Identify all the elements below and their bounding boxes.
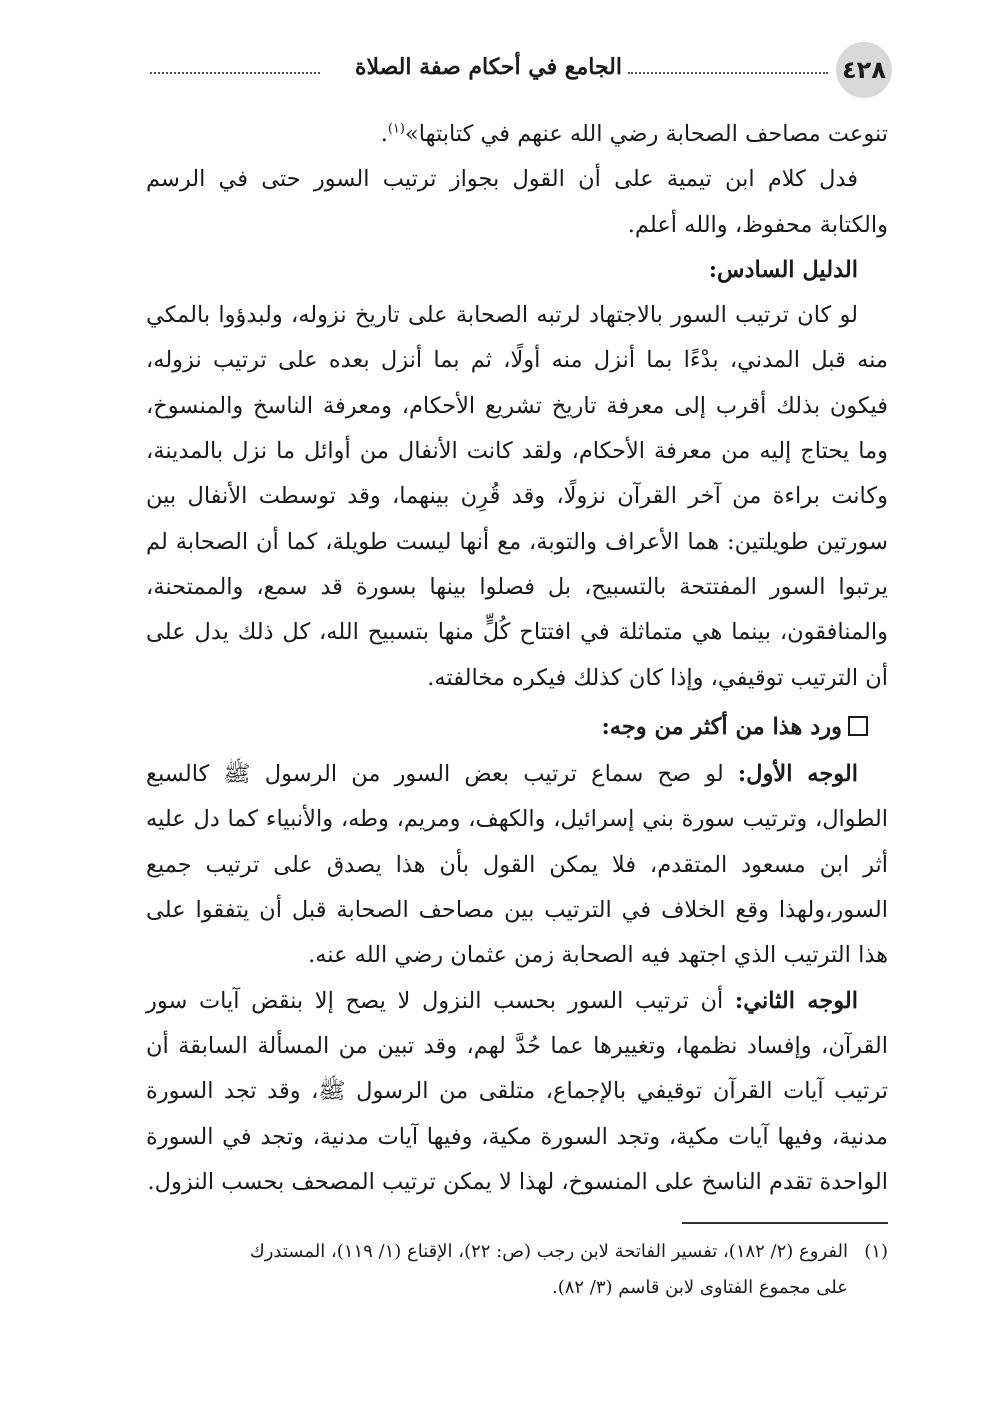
page-header	[146, 42, 892, 102]
header-dotted-rule-left	[150, 72, 320, 74]
footnote-1-number: (١)	[864, 1241, 888, 1262]
second-aspect-label: الوجه الثاني:	[734, 987, 858, 1014]
paragraph-second-aspect	[146, 979, 888, 1205]
paragraph-3: لو كان ترتيب السور بالاجتهاد لرتبه الصحابة على تاريخ نزوله، ولبدؤوا بالمكي منه قبل المدني، بدْءًا بما أنزل منه أولًا، ثم بما أنزل بعده على ترتيب نزوله، فيكون بذلك أقرب إلى معرفة تاريخ تشريع الأحكام، ومعرفة الناسخ والمنسوخ، وما يحتاج إليه من معرفة الأحكام، ولقد كانت الأنفال من أوائل ما نزل بالمدينة، وكانت براءة من آخر القرآن نزولًا، وقد قُرِن بينهما، وقد توسطت الأنفال بين سورتين طويلتين: هما الأعراف والتوبة، مع أنها ليست طويلة، كما أن الصحابة لم يرتبوا السور المفتتحة بالتسبيح، بل فصلوا بينها بسورة قد سمع، والممتحنة، والمنافقون، بينما هي متماثلة في افتتاح كُلٍّ منها بتسبيح الله، كل ذلك يدل على أن الترتيب توقيفي، وإذا كان كذلك فيكره مخالفته.	[146, 302, 888, 691]
section-heading-sixth-evidence: الدليل السادس:	[708, 256, 858, 283]
objection-heading	[146, 705, 888, 750]
page-number-badge: ٤٢٨	[836, 42, 892, 98]
paragraph-1-text: تنوعت مصاحف الصحابة رضي الله عنهم في كتابتها»	[404, 121, 888, 147]
paragraph-first-aspect	[146, 752, 888, 978]
first-aspect-text: لو صح سماع ترتيب بعض السور من الرسول ﷺ كالسبع الطوال، وترتيب سورة بني إسرائيل، والكهف، ومريم، وطه، والأنبياء كما دل عليه أثر ابن مسعود المتقدم، فلا يمكن القول بأن هذا يصدق على ترتيب جميع السور،ولهذا وقع الخلاف في الترتيب بين مصاحف الصحابة قبل أن يتفقوا على هذا الترتيب الذي اجتهد فيه الصحابة زمن عثمان رضي الله عنه.	[146, 761, 888, 969]
footnote-1	[146, 1234, 888, 1270]
footnote-1-line-2: على مجموع الفتاوى لابن قاسم (٣/ ٨٢).	[551, 1277, 848, 1298]
header-dotted-rule-right	[628, 72, 828, 74]
footnote-1-line-1: الفروع (٢/ ١٨٢)، تفسير الفاتحة لابن رجب (ص: ٢٢)، الإقناع (١/ ١١٩)، المستدرك	[249, 1241, 848, 1262]
footnote-ref-1[interactable]: (١)	[387, 121, 405, 137]
main-text	[146, 112, 888, 1205]
objection-heading-text: ورد هذا من أكثر من وجه:	[601, 713, 842, 740]
second-aspect-text: أن ترتيب السور بحسب النزول لا يصح إلا بنقض آيات سور القرآن، وإفساد نظمها، وتغييرها عما حُدَّ لهم، وقد تبين من المسألة السابقة أن ترتيب آيات القرآن توقيفي بالإجماع، متلقى من الرسول ﷺ، وقد تجد السورة مدنية، وفيها آيات مكية، وتجد السورة مكية، وفيها آيات مدنية، وتجد في السورة الواحدة تقدم الناسخ على المنسوخ، لهذا لا يمكن ترتيب المصحف بحسب النزول.	[146, 987, 888, 1195]
footnotes	[146, 1234, 888, 1306]
first-aspect-label: الوجه الأول:	[737, 761, 859, 788]
running-header-title: الجامع في أحكام صفة الصلاة	[354, 54, 622, 80]
paragraph-continuation	[146, 112, 888, 157]
paragraph-2: فدل كلام ابن تيمية على أن القول بجواز ترتيب السور حتى في الرسم والكتابة محفوظ، والله أعلم.	[146, 166, 888, 238]
checkbox-square-icon	[848, 716, 868, 736]
paragraph-1-end: .	[380, 121, 388, 147]
footnote-separator	[682, 1222, 888, 1224]
